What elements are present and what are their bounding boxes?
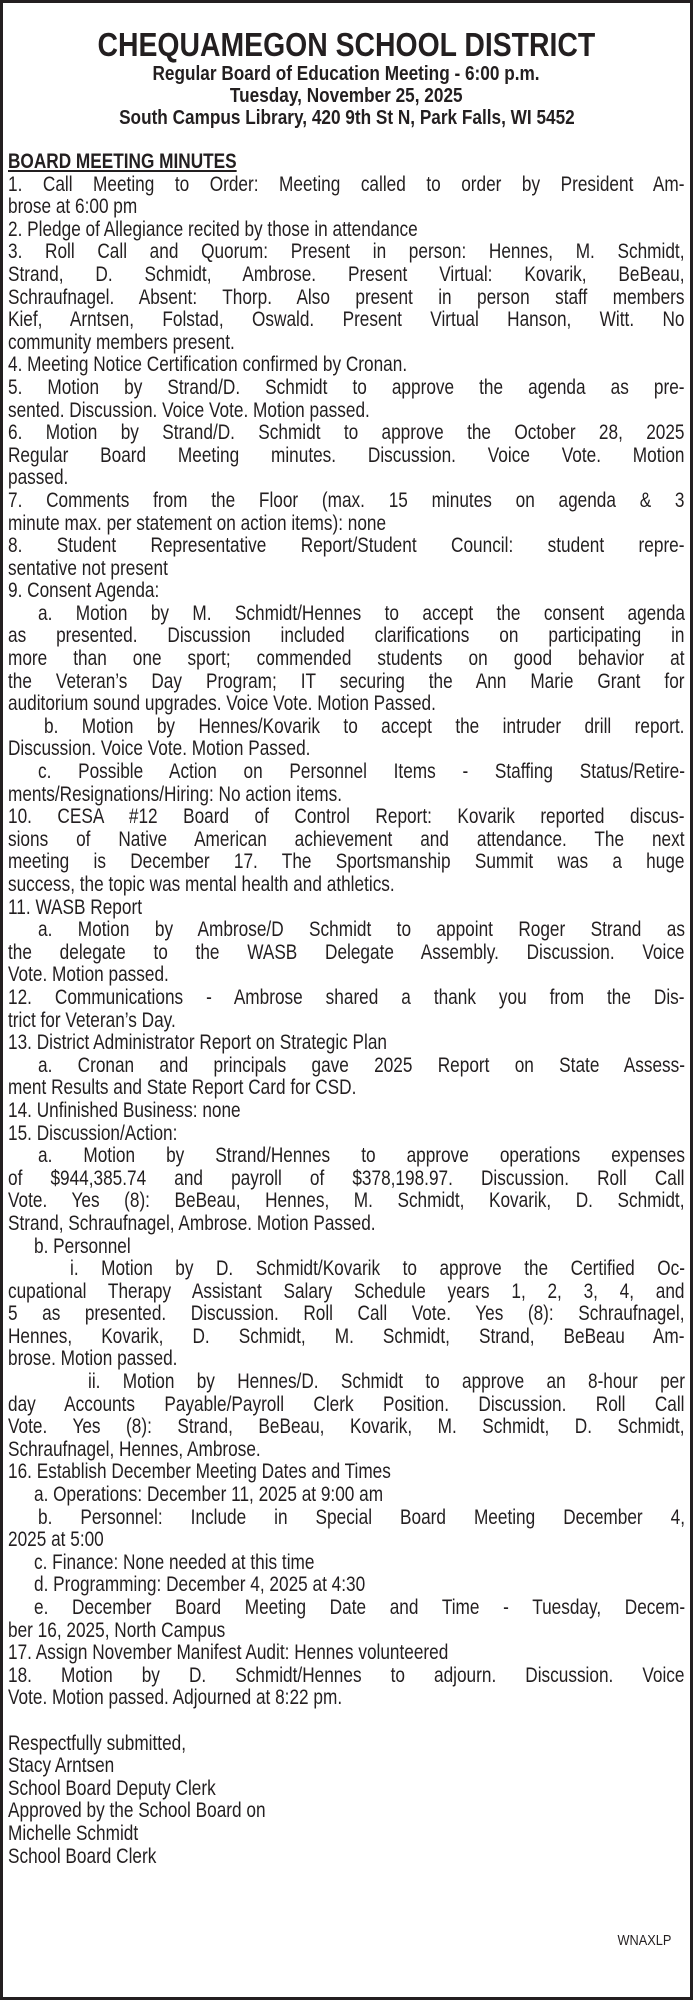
meeting-location [0,107,693,129]
minutes-line-text: community members present. [8,330,235,354]
minutes-line-text: a. Motion by M. Schmidt/Hennes to accept the consent agenda [38,601,685,625]
minutes-line-text: trict for Veteran’s Day. [8,1008,176,1032]
approval-line [8,1800,685,1823]
clerk-name [8,1823,685,1846]
minutes-line [8,1394,685,1417]
signature-title-text: School Board Deputy Clerk [8,1776,216,1800]
minutes-line-text: 12. Communications - Ambrose shared a thank you from the Dis- [8,985,685,1009]
minutes-line [8,806,685,829]
minutes-line-text: Strand, Schraufnagel, Ambrose. Motion Passed. [8,1211,376,1235]
minutes-line [8,1620,685,1643]
minutes-line-text: 3. Roll Call and Quorum: Present in person: Hennes, M. Schmidt, [8,240,685,264]
minutes-heading-text: BOARD MEETING MINUTES [8,150,237,173]
signature-name-text: Stacy Arntsen [8,1754,115,1778]
clerk-title [8,1846,685,1869]
minutes-line [8,1416,685,1439]
minutes-line-text: e. December Board Meeting Date and Time - Tuesday, Decem- [34,1596,686,1619]
minutes-line [8,467,685,490]
minutes-line-text: Regular Board Meeting minutes. Discussion. Voice Vote. Motion [8,443,685,467]
minutes-line [8,874,685,897]
minutes-line [8,1371,685,1394]
minutes-line-text: auditorium sound upgrades. Voice Vote. Motion Passed. [8,692,436,716]
minutes-line-text: cupational Therapy Assistant Salary Schedule years 1, 2, 3, 4, and [8,1279,685,1303]
minutes-line-text: a. Motion by Strand/Hennes to approve operations expenses [38,1144,685,1168]
minutes-line-text: 5. Motion by Strand/D. Schmidt to approve the agenda as pre- [8,375,685,399]
minutes-line-text: ber 16, 2025, North Campus [8,1618,226,1642]
minutes-line [8,761,685,784]
district-title-text: CHEQUAMEGON SCHOOL DISTRICT [97,26,596,63]
minutes-line-text: a. Operations: December 11, 2025 at 9:00 am [34,1483,384,1507]
minutes-line [8,580,685,603]
minutes-line [8,1190,685,1213]
minutes-line [8,1303,685,1326]
minutes-line [8,241,685,264]
signature-title [8,1778,685,1801]
minutes-line-text: brose at 6:00 pm [8,195,138,219]
minutes-line-text: i. Motion by D. Schmidt/Kovarik to approve the Certified Oc- [70,1257,685,1281]
minutes-line-text: c. Finance: None needed at this time [34,1550,315,1574]
minutes-line-text: as presented. Discussion included clarifications on participating in [8,624,685,648]
minutes-line-text: meeting is December 17. The Sportsmanship Summit was a huge [8,850,685,874]
minutes-line [8,1461,685,1484]
minutes-line-text: b. Motion by Hennes/Kovarik to accept the intruder drill report. [44,714,685,738]
minutes-line [8,535,685,558]
minutes-line [8,445,685,468]
minutes-line [8,1077,685,1100]
minutes-line [8,1145,685,1168]
minutes-line-text: 15. Discussion/Action: [8,1121,178,1145]
minutes-line-text: Vote. Motion passed. Adjourned at 8:22 pm. [8,1686,343,1710]
minutes-line [8,354,685,377]
minutes-body [8,151,685,1868]
clerk-title-text: School Board Clerk [8,1844,157,1868]
meeting-name-text: Regular Board of Education Meeting - 6:00 p.m. [152,63,541,85]
minutes-line [8,1326,685,1349]
minutes-line [8,1213,685,1236]
minutes-line [8,1552,685,1575]
minutes-line [8,1597,685,1620]
minutes-line-text: a. Cronan and principals gave 2025 Report on State Assess- [38,1053,685,1077]
minutes-line-text: 13. District Administrator Report on Strategic Plan [8,1031,388,1055]
minutes-line-text: Kief, Arntsen, Folstad, Oswald. Present Virtual Hanson, Witt. No [8,308,685,332]
minutes-line [8,174,685,197]
minutes-line [8,1484,685,1507]
spacer [8,1710,685,1733]
minutes-line-text: the delegate to the WASB Delegate Assembly. Discussion. Voice [8,940,685,964]
minutes-line-text: 16. Establish December Meeting Dates and Times [8,1460,391,1484]
minutes-line-text: 1. Call Meeting to Order: Meeting called to order by President Am- [8,172,685,196]
minutes-line [8,671,685,694]
minutes-line [8,264,685,287]
minutes-line-text: passed. [8,466,69,490]
minutes-line-text: day Accounts Payable/Payroll Clerk Position. Discussion. Roll Call [8,1392,685,1416]
minutes-line-text: Strand, D. Schmidt, Ambrose. Present Virtual: Kovarik, BeBeau, [8,262,685,286]
minutes-line [8,332,685,355]
minutes-heading [8,151,685,174]
minutes-line [8,1100,685,1123]
signature-name [8,1755,685,1778]
minutes-line-text: Schraufnagel, Hennes, Ambrose. [8,1437,261,1461]
minutes-line [8,964,685,987]
minutes-line-text: Vote. Yes (8): Strand, BeBeau, Kovarik, M. Schmidt, D. Schmidt, [8,1415,685,1439]
minutes-line [8,625,685,648]
minutes-line-text: 2. Pledge of Allegiance recited by those in attendance [8,217,418,241]
minutes-line-text: ments/Resignations/Hiring: No action items. [8,782,343,806]
minutes-line-text: a. Motion by Ambrose/D Schmidt to appoint Roger Strand as [38,918,685,942]
minutes-line-text: 4. Meeting Notice Certification confirmed by Cronan. [8,353,408,377]
minutes-line-text: d. Programming: December 4, 2025 at 4:30 [34,1573,366,1597]
clerk-name-text: Michelle Schmidt [8,1821,139,1845]
minutes-line [8,1281,685,1304]
meeting-location-text: South Campus Library, 420 9th St N, Park Falls, WI 5452 [118,107,575,129]
minutes-line [8,219,685,242]
minutes-line [8,1010,685,1033]
minutes-line-text: b. Personnel: Include in Special Board Meeting December 4, [38,1505,685,1529]
approval-line-text: Approved by the School Board on [8,1799,266,1823]
minutes-line [8,490,685,513]
publication-code-text: WNAXLP [617,1932,671,1949]
minutes-line [8,1032,685,1055]
minutes-line [8,1665,685,1688]
minutes-line-text: ment Results and State Report Card for CSD. [8,1076,357,1100]
minutes-line [8,784,685,807]
minutes-line [8,738,685,761]
minutes-line [8,196,685,219]
minutes-line [8,1439,685,1462]
minutes-line [8,1258,685,1281]
minutes-line-text: more than one sport; commended students on good behavior at [8,647,685,671]
minutes-line-text: Discussion. Voice Vote. Motion Passed. [8,737,311,761]
minutes-line-text: sented. Discussion. Voice Vote. Motion passed. [8,398,370,422]
minutes-line [8,1507,685,1530]
minutes-line-text: 11. WASB Report [8,895,142,919]
minutes-line-text: 18. Motion by D. Schmidt/Hennes to adjourn. Discussion. Voice [8,1663,685,1687]
minutes-line [8,422,685,445]
minutes-line-text: 14. Unfinished Business: none [8,1098,241,1122]
minutes-line [8,1055,685,1078]
minutes-line [8,400,685,423]
minutes-line [8,309,685,332]
minutes-line-text: Vote. Motion passed. [8,963,169,987]
signature-closing [8,1733,685,1756]
minutes-line-text: 9. Consent Agenda: [8,579,160,603]
minutes-line [8,1123,685,1146]
minutes-line-text: 6. Motion by Strand/D. Schmidt to approve the October 28, 2025 [8,421,685,445]
minutes-line-text: 2025 at 5:00 [8,1528,104,1552]
minutes-line [8,1529,685,1552]
minutes-line [8,829,685,852]
minutes-line-text: 5 as presented. Discussion. Roll Call Vote. Yes (8): Schraufnagel, [8,1302,685,1326]
minutes-line-text: brose. Motion passed. [8,1347,178,1371]
minutes-line [8,851,685,874]
minutes-line-text: minute max. per statement on action items): none [8,511,387,535]
minutes-line [8,1236,685,1259]
minutes-line [8,377,685,400]
meeting-name [0,63,693,85]
minutes-line-text: 10. CESA #12 Board of Control Report: Kovarik reported discus- [8,805,685,829]
publication-code [608,1932,671,1949]
minutes-line-text: success, the topic was mental health and athletics. [8,873,395,896]
district-title [0,27,693,63]
minutes-line [8,603,685,626]
minutes-line-text: sentative not present [8,556,168,580]
minutes-line [8,1687,685,1710]
minutes-line-text: of $944,385.74 and payroll of $378,198.97. Discussion. Roll Call [8,1166,685,1190]
meeting-date [0,85,693,107]
minutes-line-text: b. Personnel [34,1234,131,1258]
minutes-line [8,987,685,1010]
minutes-line-text: Vote. Yes (8): BeBeau, Hennes, M. Schmidt, Kovarik, D. Schmidt, [8,1189,685,1213]
minutes-line [8,513,685,536]
minutes-line [8,897,685,920]
minutes-line [8,1348,685,1371]
minutes-line-text: 7. Comments from the Floor (max. 15 minutes on agenda & 3 [8,488,685,512]
minutes-line-text: Schraufnagel. Absent: Thorp. Also present in person staff members [8,285,685,309]
minutes-line [8,942,685,965]
minutes-line [8,919,685,942]
minutes-line [8,558,685,581]
minutes-line-text: ii. Motion by Hennes/D. Schmidt to approve an 8-hour per [88,1370,685,1394]
minutes-line-text: the Veteran’s Day Program; IT securing the Ann Marie Grant for [8,669,685,693]
meeting-date-text: Tuesday, November 25, 2025 [230,85,463,107]
minutes-line [8,648,685,671]
minutes-line [8,1642,685,1665]
minutes-line-text: 8. Student Representative Report/Student Council: student repre- [8,534,685,558]
minutes-line [8,716,685,739]
minutes-line-text: Hennes, Kovarik, D. Schmidt, M. Schmidt, Strand, BeBeau Am- [8,1324,685,1348]
minutes-line [8,693,685,716]
minutes-line-text: 17. Assign November Manifest Audit: Hennes volunteered [8,1641,449,1665]
minutes-line [8,1574,685,1597]
minutes-line-text: c. Possible Action on Personnel Items - Staffing Status/Retire- [38,760,685,784]
minutes-line-text: sions of Native American achievement and attendance. The next [8,827,685,851]
minutes-line [8,287,685,310]
signature-closing-text: Respectfully submitted, [8,1731,187,1755]
minutes-line [8,1168,685,1191]
